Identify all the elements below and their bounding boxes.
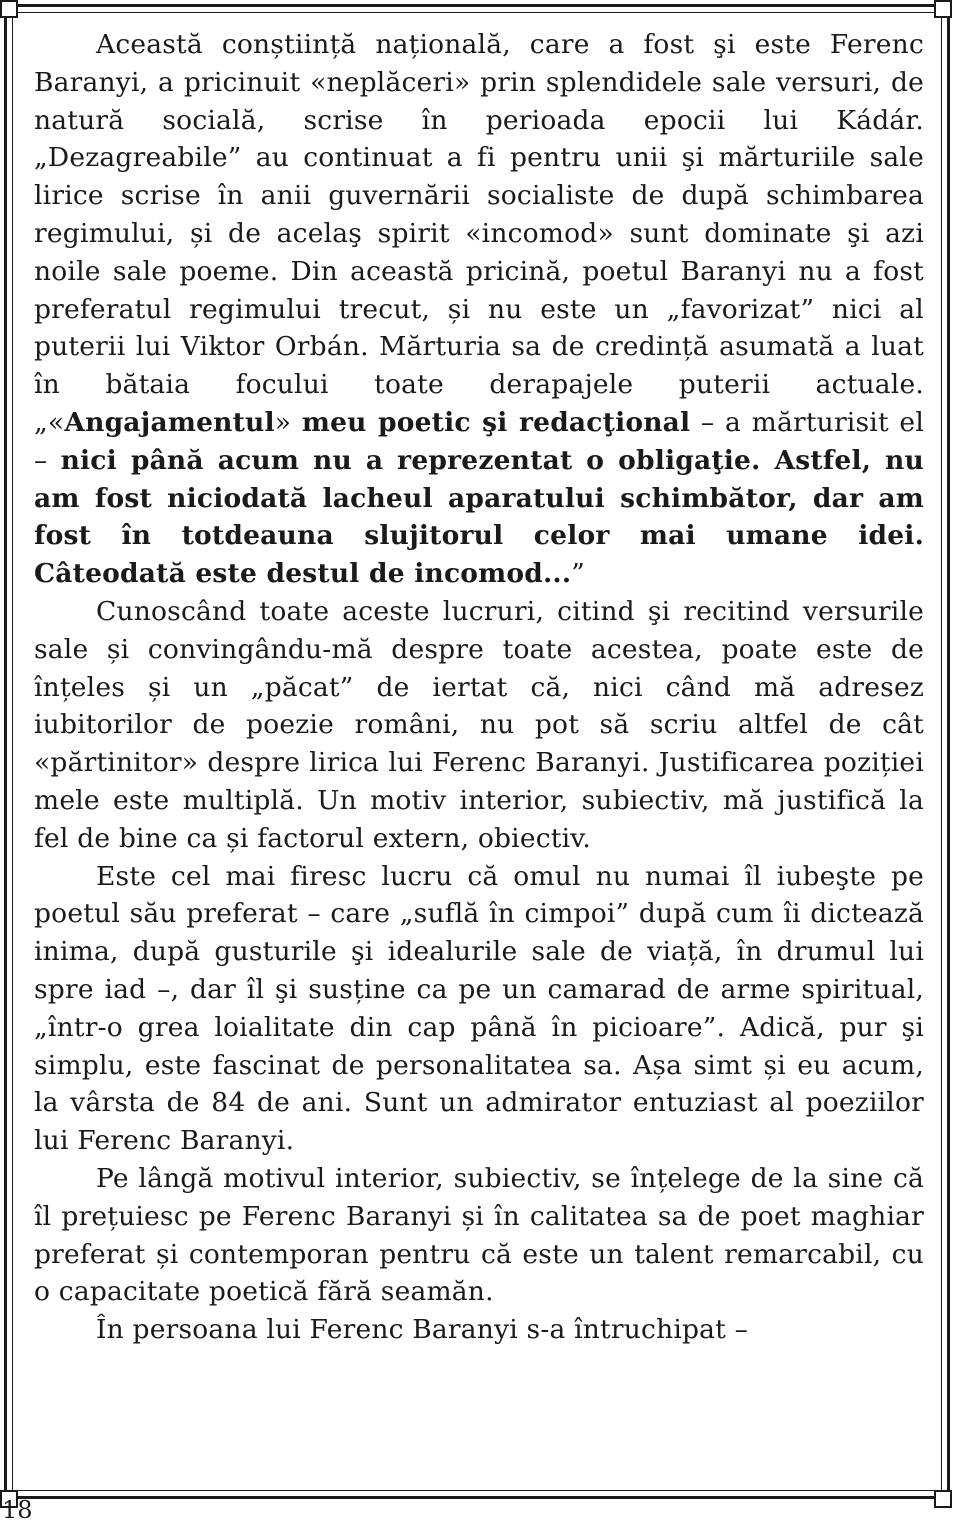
text-segment: – a mărturisit el –: [34, 406, 924, 476]
text-segment: »: [274, 406, 302, 438]
paragraph-4: [34, 1160, 924, 1311]
text-segment-bold: nici până acum nu a reprezentat o obligaţie. Astfel, nu am fost niciodată lacheul aparatului schimbător, dar am fost în totdeauna slujitorul celor mai umane idei. Câteodată este destul de incomod...: [34, 444, 924, 590]
paragraph-5: [34, 1311, 924, 1349]
text-segment: Pe lângă motivul interior, subiectiv, se înțelege de la sine că îl prețuiesc pe Ferenc Baranyi și în calitatea sa de poet maghiar preferat și contemporan pentru că este un talent remarcabil, cu o capacitate poetică fără seamăn.: [34, 1162, 924, 1308]
text-segment: Cunoscând toate aceste lucruri, citind şi recitind versurile sale și convingându-mă despre toate acestea, poate este de înțeles și un „păcat” de iertat că, nici când mă adresez iubitorilor de poezie români, nu pot să scriu altfel de cât «părtinitor» despre lirica lui Ferenc Baranyi. Justificarea poziției mele este multiplă. Un motiv interior, subiectiv, mă justifică la fel de bine ca și factorul extern, obiectiv.: [34, 595, 924, 854]
text-segment: În persoana lui Ferenc Baranyi s-a întruchipat –: [96, 1314, 749, 1346]
text-segment-bold: Angajamentul: [64, 406, 275, 438]
corner-ornament-bottom-right: [934, 1490, 952, 1508]
paragraph-3: [34, 858, 924, 1160]
paragraph-2: [34, 593, 924, 858]
body-text: [34, 26, 924, 1349]
text-segment-bold: meu poetic şi redacţional: [301, 406, 691, 438]
page-number: 18: [2, 1496, 33, 1524]
text-segment: ”: [571, 558, 586, 590]
text-segment: Această conștiință națională, care a fost şi este Ferenc Baranyi, a pricinuit «neplăceri» prin splendidele sale versuri, de natură socială, scrise în perioada epocii lui Kádár. „Dezagreabile” au continuat a fi pentru unii şi mărturiile sale lirice scrise în anii guvernării socialiste de după schimbarea regimului, și de acelaş spirit «incomod» sunt dominate şi azi noile sale poeme. Din această pricină, poetul Baranyi nu a fost preferatul regimului trecut, și nu este un „favorizat” nici al puterii lui Viktor Orbán. Mărturia sa de credință asumată a luat în bătaia focului toate derapajele puterii actuale. „«: [34, 29, 924, 438]
paragraph-1: [34, 26, 924, 593]
text-segment: Este cel mai firesc lucru că omul nu numai îl iubeşte pe poetul său preferat – care „suflă în cimpoi” după cum îi dictează inima, după gusturile şi idealurile sale de viață, în drumul lui spre iad –, dar îl şi susține ca pe un camarad de arme spiritual, „într-o grea loialitate din cap până în picioare”. Adică, pur şi simplu, este fascinat de personalitatea sa. Așa simt și eu acum, la vârsta de 84 de ani. Sunt un admirator entuziast al poeziilor lui Ferenc Baranyi.: [34, 860, 924, 1157]
corner-ornament-top-right: [934, 0, 952, 18]
corner-ornament-top-left: [0, 0, 18, 18]
